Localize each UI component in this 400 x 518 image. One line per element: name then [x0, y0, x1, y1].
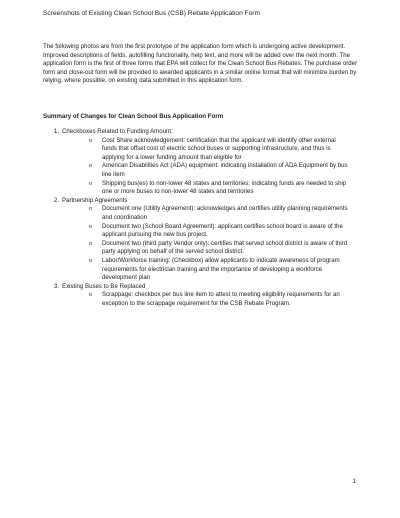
list-item	[62, 162, 348, 179]
section-title: Partnership Agreements	[62, 196, 128, 204]
list-item-text: American Disabilities Act (ADA) equipment: indicating installation of ADA Equipment by bus line item	[102, 162, 348, 178]
bullet-icon: o	[89, 206, 92, 213]
section-number: 1.	[53, 128, 59, 135]
list-item-text: Document two (School Board Agreement): applicant certifies school board is aware of the applicant pursuing the new bus project.	[102, 222, 343, 239]
list-item	[62, 205, 348, 222]
page-header: Screenshots of Existing Clean School Bus (CSB) Rebate Application Form	[43, 10, 260, 17]
list-item	[62, 180, 348, 197]
list-item	[62, 240, 348, 257]
section-title: Existing Buses to Be Replaced	[62, 282, 146, 290]
list-item	[62, 291, 348, 308]
list-item	[62, 257, 348, 283]
bullet-icon: o	[89, 223, 92, 230]
section-items	[62, 291, 363, 308]
bullet-icon: o	[89, 137, 92, 144]
list-item-text: Shipping bus(es) to non-lower 48 states and territories: indicating funds are needed to ship one or more buses to non-lower 48 states and territories	[102, 179, 347, 196]
bullet-icon: o	[89, 180, 92, 187]
list-item-text: Document two (third party Vendor only): certifies that served school district is aware of third party applying on behalf of the served school district.	[102, 239, 348, 256]
bullet-icon: o	[89, 240, 92, 247]
list-item-text: Document one (Utility Agreement): acknowledges and certifies utility planning requirements and coordination	[102, 205, 348, 221]
list-item	[62, 137, 348, 163]
section-existing-buses	[43, 283, 363, 309]
list-item-text: Labor/Workforce training: (Checkbox) allow applicants to indicate awareness of program requirements for electrician training and the importance of developing a workforce development plan	[102, 256, 340, 282]
bullet-icon: o	[89, 257, 92, 264]
page-number: 1	[352, 478, 356, 485]
section-number: 3.	[53, 282, 59, 290]
section-funding-checkboxes	[43, 128, 363, 197]
bullet-icon: o	[89, 163, 92, 170]
list-item	[62, 223, 348, 240]
list-item-text: Cost Share acknowledgement: certification that the applicant will identify other external funds that offset cost of electric school buses or supporting infrastructure, and thus is applying for a lower funding amount than eligible for	[102, 136, 336, 161]
section-partnership-agreements	[43, 197, 363, 283]
summary-heading: Summary of Changes for Clean School Bus Application Form	[43, 113, 224, 120]
section-items	[62, 137, 363, 197]
intro-paragraph: The following photos are from the first prototype of the application form which is undergoing active development. Improved descriptions of fields, autofilling functionality, help text, and more will be added over the next month. The application form is the first of three forms that EPA will collect for the Clean School Bus Rebates. The purchase order form and close-out form will be provided to awarded applicants in a similar online format that will minimize burden by relying, where possible, on existing data submitted in this application form.	[43, 43, 358, 85]
list-item-text: Scrappage: checkbox per bus line item to attest to meeting eligibility requirements for an exception to the scrappage requirement for the CSB Rebate Program.	[102, 291, 340, 307]
section-title: Checkboxes Related to Funding Amount:	[62, 128, 173, 135]
section-number: 2.	[53, 196, 59, 204]
changes-outline	[43, 128, 363, 308]
section-items	[62, 205, 363, 282]
bullet-icon: o	[89, 292, 92, 299]
